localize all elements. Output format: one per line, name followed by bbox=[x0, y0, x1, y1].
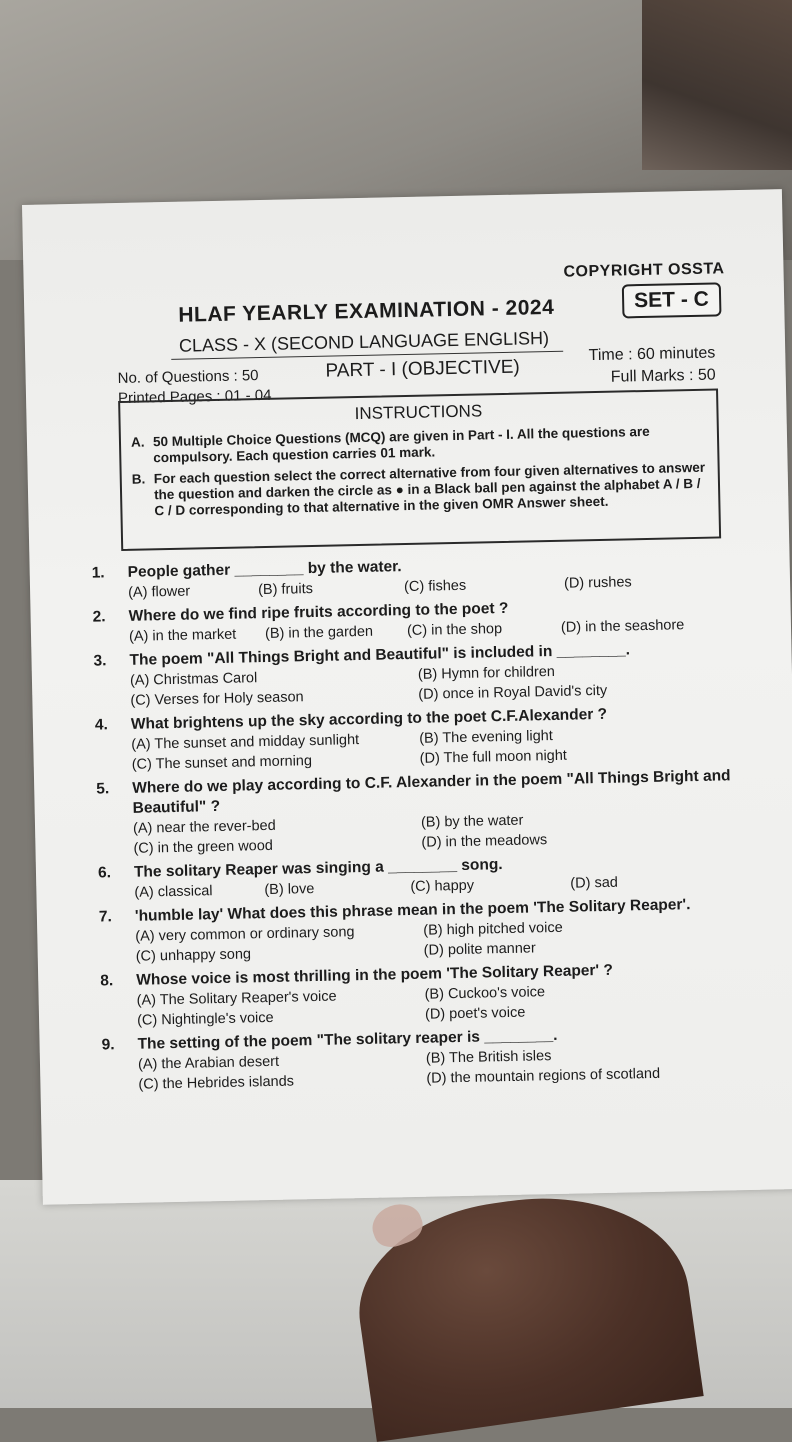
instruction-item bbox=[131, 423, 708, 467]
instruction-item bbox=[132, 460, 709, 520]
question-text: People gather ________ by the water. bbox=[127, 558, 402, 581]
option: (D) sad bbox=[570, 874, 619, 892]
option: (B) The British isles bbox=[425, 1048, 552, 1067]
background-wood bbox=[642, 0, 792, 170]
option: (C) happy bbox=[410, 877, 475, 896]
copyright-label: COPYRIGHT OSSTA bbox=[563, 260, 725, 281]
question-number: 5. bbox=[96, 780, 110, 798]
question-text: The poem "All Things Bright and Beautiful" is included in ________. bbox=[129, 641, 631, 669]
printed-pages: Printed Pages : 01 - 04 bbox=[117, 386, 272, 408]
option: (D) the mountain regions of scotland bbox=[426, 1065, 661, 1087]
question-item bbox=[93, 638, 734, 711]
question-item bbox=[100, 958, 741, 1031]
option: (C) fishes bbox=[403, 577, 467, 596]
class-line: CLASS - X (SECOND LANGUAGE ENGLISH) bbox=[178, 327, 550, 356]
set-badge: SET - C bbox=[622, 282, 721, 318]
option: (C) Nightingle's voice bbox=[136, 1009, 274, 1029]
exam-title-box bbox=[170, 292, 563, 360]
option: (C) unhappy song bbox=[135, 946, 252, 965]
option: (A) the Arabian desert bbox=[137, 1053, 280, 1073]
option: (A) classical bbox=[134, 883, 213, 901]
question-number: 6. bbox=[97, 864, 112, 882]
question-number: 9. bbox=[101, 1036, 115, 1054]
question-text: Whose voice is most thrilling in the poem 'The Solitary Reaper' ? bbox=[136, 961, 614, 989]
question-text: The solitary Reaper was singing a ________ song. bbox=[133, 856, 503, 881]
instruction-text: For each question select the correct alternative from four given alternatives to answer the question and darken the circle as ● in a Black ball pen against the alphabet A / B / C / D corresponding to that alternative in the given OMR Answer sheet. bbox=[153, 459, 706, 519]
option: (B) The evening light bbox=[419, 728, 553, 747]
question-text: Where do we play according to C.F. Alexander in the poem "All Things Bright and Beautiful" ? bbox=[132, 767, 731, 817]
option: (B) by the water bbox=[420, 812, 524, 831]
question-list bbox=[92, 550, 743, 1099]
paper-meta-right bbox=[565, 343, 716, 390]
option: (D) polite manner bbox=[423, 940, 536, 959]
instruction-text: 50 Multiple Choice Questions (MCQ) are given in Part - I. All the questions are compulsory. Each question carries 01 mark. bbox=[152, 423, 650, 466]
instruction-key: A. bbox=[130, 434, 145, 450]
question-number: 3. bbox=[93, 652, 107, 670]
question-item bbox=[101, 1022, 742, 1095]
option: (D) The full moon night bbox=[419, 747, 568, 767]
instructions-title: INSTRUCTIONS bbox=[354, 401, 483, 424]
option: (C) in the green wood bbox=[133, 837, 274, 857]
instruction-key: B. bbox=[131, 471, 146, 487]
question-text: What brightens up the sky according to the poet C.F.Alexander ? bbox=[130, 705, 608, 733]
option: (D) in the seashore bbox=[560, 617, 685, 636]
question-number: 8. bbox=[100, 972, 114, 990]
option: (A) The sunset and midday sunlight bbox=[131, 732, 360, 753]
question-text: The setting of the poem "The solitary reaper is ________. bbox=[137, 1026, 558, 1053]
question-text: 'humble lay' What does this phrase mean in the poem 'The Solitary Reaper'. bbox=[134, 896, 691, 925]
option: (A) near the rever-bed bbox=[132, 817, 276, 837]
exam-title: HLAF YEARLY EXAMINATION - 2024 bbox=[178, 295, 555, 327]
question-item bbox=[96, 766, 738, 859]
option: (C) The sunset and morning bbox=[131, 753, 313, 773]
full-marks: Full Marks : 50 bbox=[610, 366, 716, 386]
option: (D) poet's voice bbox=[424, 1004, 526, 1023]
option: (B) Cuckoo's voice bbox=[424, 984, 546, 1003]
option: (D) rushes bbox=[563, 574, 632, 592]
option: (A) in the market bbox=[128, 626, 237, 645]
time-allowed: Time : 60 minutes bbox=[588, 344, 716, 365]
option: (A) Christmas Carol bbox=[129, 670, 258, 689]
option: (A) flower bbox=[127, 583, 191, 601]
part-title: PART - I (OBJECTIVE) bbox=[325, 356, 520, 382]
question-number: 1. bbox=[91, 564, 105, 582]
question-number: 2. bbox=[92, 608, 106, 626]
option: (C) Verses for Holy season bbox=[130, 689, 304, 709]
option: (C) in the shop bbox=[406, 621, 503, 640]
exam-paper bbox=[22, 189, 792, 1205]
option: (A) The Solitary Reaper's voice bbox=[136, 988, 337, 1009]
option: (D) once in Royal David's city bbox=[418, 682, 608, 703]
option: (C) the Hebrides islands bbox=[138, 1073, 295, 1093]
instructions-box bbox=[118, 388, 721, 551]
option: (A) very common or ordinary song bbox=[135, 924, 355, 945]
option: (B) fruits bbox=[257, 580, 314, 599]
question-count: No. of Questions : 50 bbox=[117, 367, 259, 388]
option: (B) love bbox=[264, 881, 315, 899]
question-text: Where do we find ripe fruits according to the poet ? bbox=[128, 599, 509, 625]
option: (B) high pitched voice bbox=[423, 919, 563, 939]
option: (B) in the garden bbox=[264, 623, 374, 643]
question-number: 7. bbox=[98, 908, 113, 926]
question-number: 4. bbox=[94, 716, 109, 734]
question-item bbox=[99, 894, 740, 967]
option: (B) Hymn for children bbox=[417, 663, 556, 683]
option: (D) in the meadows bbox=[421, 832, 548, 851]
question-item bbox=[95, 702, 736, 775]
